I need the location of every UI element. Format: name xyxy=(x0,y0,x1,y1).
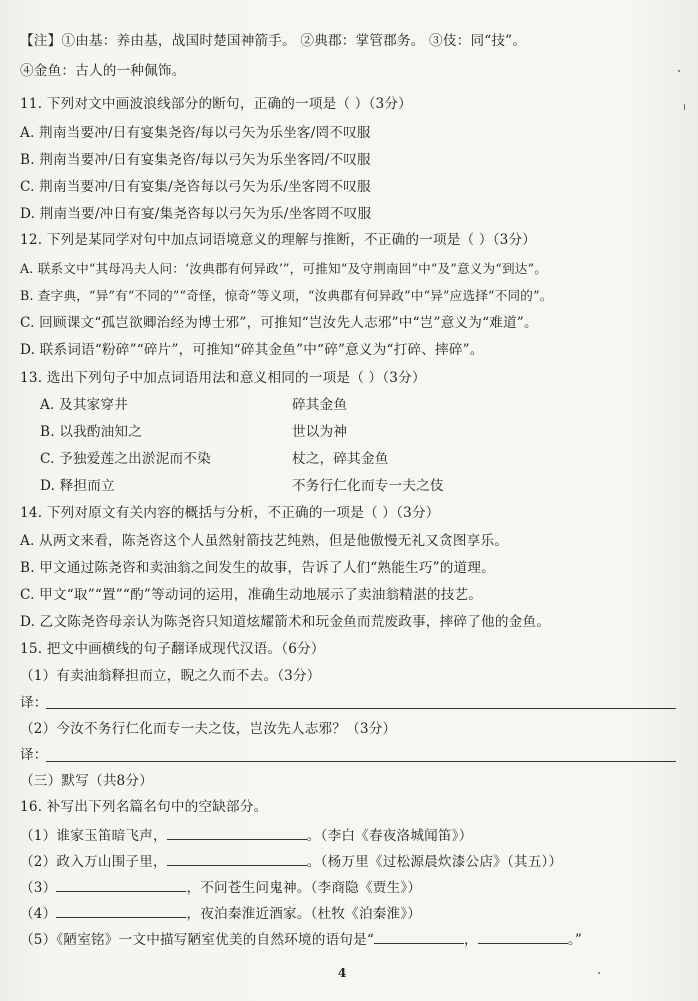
blank-1[interactable] xyxy=(167,825,307,840)
blank-3[interactable] xyxy=(56,877,186,892)
q16-item-1-post: 。（李白《春夜洛城闻笛》） xyxy=(306,828,473,844)
q16-item-2-post: 。（杨万里《过松源晨炊漆公店》（其五）） xyxy=(306,854,563,870)
q16-stem: 16. 补写出下列名篇名句中的空缺部分。 xyxy=(20,799,268,815)
q16-item-1-pre: （1）谁家玉笛暗飞声， xyxy=(20,828,167,844)
q13-a-left: A. 及其家穿井 xyxy=(40,397,129,413)
note-line-1: 【注】①由基：养由基，战国时楚国神箭手。 ②典郡：掌管郡务。 ③伎：同“技”。 xyxy=(20,33,527,49)
page-number: 4 xyxy=(338,966,347,980)
blank-5b[interactable] xyxy=(478,929,568,944)
q15-sub2: （2）今汝不务行仁化而专一夫之伎，岂汝先人志邪？（3分） xyxy=(20,721,397,737)
q13-d-left: D. 释担而立 xyxy=(40,478,115,494)
q13-stem: 13. 选出下列句子中加点词语用法和意义相同的一项是（ ）（3分） xyxy=(20,370,426,386)
q16-item-4-post: ，夜泊秦淮近酒家。（杜牧《泊秦淮》） xyxy=(186,906,422,922)
translate-label-1: 译： xyxy=(20,695,48,711)
q13-d-right: 不务行仁化而专一夫之伎 xyxy=(292,478,444,494)
q16-item-2 xyxy=(20,851,562,871)
q12-option-b: B. 查字典，“异”有“不同的”“奇怪，惊奇”等义项，“汝典郡有何异政”中“异”应选择“不同的”。 xyxy=(20,288,553,303)
q13-a-right: 碎其金鱼 xyxy=(292,397,348,413)
scan-speck xyxy=(684,104,685,110)
q14-option-b: B. 甲文通过陈尧咨和卖油翁之间发生的故事，告诉了人们“熟能生巧”的道理。 xyxy=(20,560,495,576)
q12-stem: 12. 下列是某同学对句中加点词语境意义的理解与推断，不正确的一项是（ ）（3分） xyxy=(20,232,537,248)
q11-stem: 11. 下列对文中画波浪线部分的断句，正确的一项是（ ）（3分） xyxy=(20,96,412,112)
q13-b-right: 世以为神 xyxy=(292,424,348,440)
q16-item-3-pre: （3） xyxy=(20,880,57,896)
section-3-title: （三）默写（共8分） xyxy=(20,773,153,789)
q12-option-d: D. 联系词语“粉碎”“碎片”，可推知“碎其金鱼”中“碎”意义为“打碎、摔碎”。 xyxy=(20,342,484,358)
q16-item-5-pre: （5）《陋室铭》一文中描写陋室优美的自然环境的语句是“ xyxy=(20,932,375,948)
q16-item-5-mid: ， xyxy=(464,932,478,948)
q14-stem: 14. 下列对原文有关内容的概括与分析，不正确的一项是（ ）（3分） xyxy=(20,505,440,521)
q14-option-d: D. 乙文陈尧咨母亲认为陈尧咨只知道炫耀箭术和玩金鱼而荒废政事，摔碎了他的金鱼。 xyxy=(20,614,551,630)
answer-line-1[interactable] xyxy=(46,708,676,709)
q11-option-c: C. 荆南当要冲/日有宴集/尧咨每以弓矢为乐/坐客罔不叹服 xyxy=(20,179,371,195)
q11-option-b: B. 荆南当要冲/日有宴集尧咨/每以弓矢为乐坐客罔/不叹服 xyxy=(20,152,371,168)
q16-item-5-post: 。” xyxy=(567,932,582,948)
q16-item-1 xyxy=(20,825,473,845)
scan-speck xyxy=(598,972,600,974)
q16-item-5 xyxy=(20,929,582,949)
q14-option-c: C. 甲文“取”“置”“酌”等动词的运用，准确生动地展示了卖油翁精湛的技艺。 xyxy=(20,587,483,603)
blank-5a[interactable] xyxy=(374,929,464,944)
q13-b-left: B. 以我酌油知之 xyxy=(40,424,142,440)
q13-c-left: C. 予独爱莲之出淤泥而不染 xyxy=(40,451,211,467)
q15-stem: 15. 把文中画横线的句子翻译成现代汉语。（6分） xyxy=(20,641,325,657)
q12-option-a: A. 联系文中“其母冯夫人问：‘汝典郡有何异政’”，可推知“及守荆南回”中“及”意义为“到达”。 xyxy=(20,261,547,276)
scan-speck xyxy=(678,70,680,72)
q16-item-3 xyxy=(20,877,421,897)
answer-line-2[interactable] xyxy=(46,761,676,762)
translate-label-2: 译： xyxy=(20,747,48,763)
blank-4[interactable] xyxy=(56,903,186,918)
blank-2[interactable] xyxy=(167,851,307,866)
q12-option-c: C. 回顾课文“孤岂欲卿治经为博士邪”，可推知“岂汝先人志邪”中“岂”意义为“难道”。 xyxy=(20,315,538,331)
q16-item-3-post: ，不问苍生问鬼神。（李商隐《贾生》） xyxy=(186,880,422,896)
q14-option-a: A. 从两文来看，陈尧咨这个人虽然射箭技艺纯熟，但是他傲慢无礼又贪图享乐。 xyxy=(20,533,509,549)
q15-sub1: （1）有卖油翁释担而立，睨之久而不去。（3分） xyxy=(20,668,321,684)
q13-c-right: 杖之，碎其金鱼 xyxy=(292,451,389,467)
q11-option-a: A. 荆南当要冲/日有宴集尧咨/每以弓矢为乐坐客/罔不叹服 xyxy=(20,125,371,141)
q16-item-4 xyxy=(20,903,421,923)
q11-option-d: D. 荆南当要/冲日有宴/集尧咨每以弓矢为乐/坐客罔不叹服 xyxy=(20,206,372,222)
note-line-2: ④金鱼：古人的一种佩饰。 xyxy=(20,63,186,79)
q16-item-2-pre: （2）政入万山围子里， xyxy=(20,854,167,870)
q16-item-4-pre: （4） xyxy=(20,906,57,922)
